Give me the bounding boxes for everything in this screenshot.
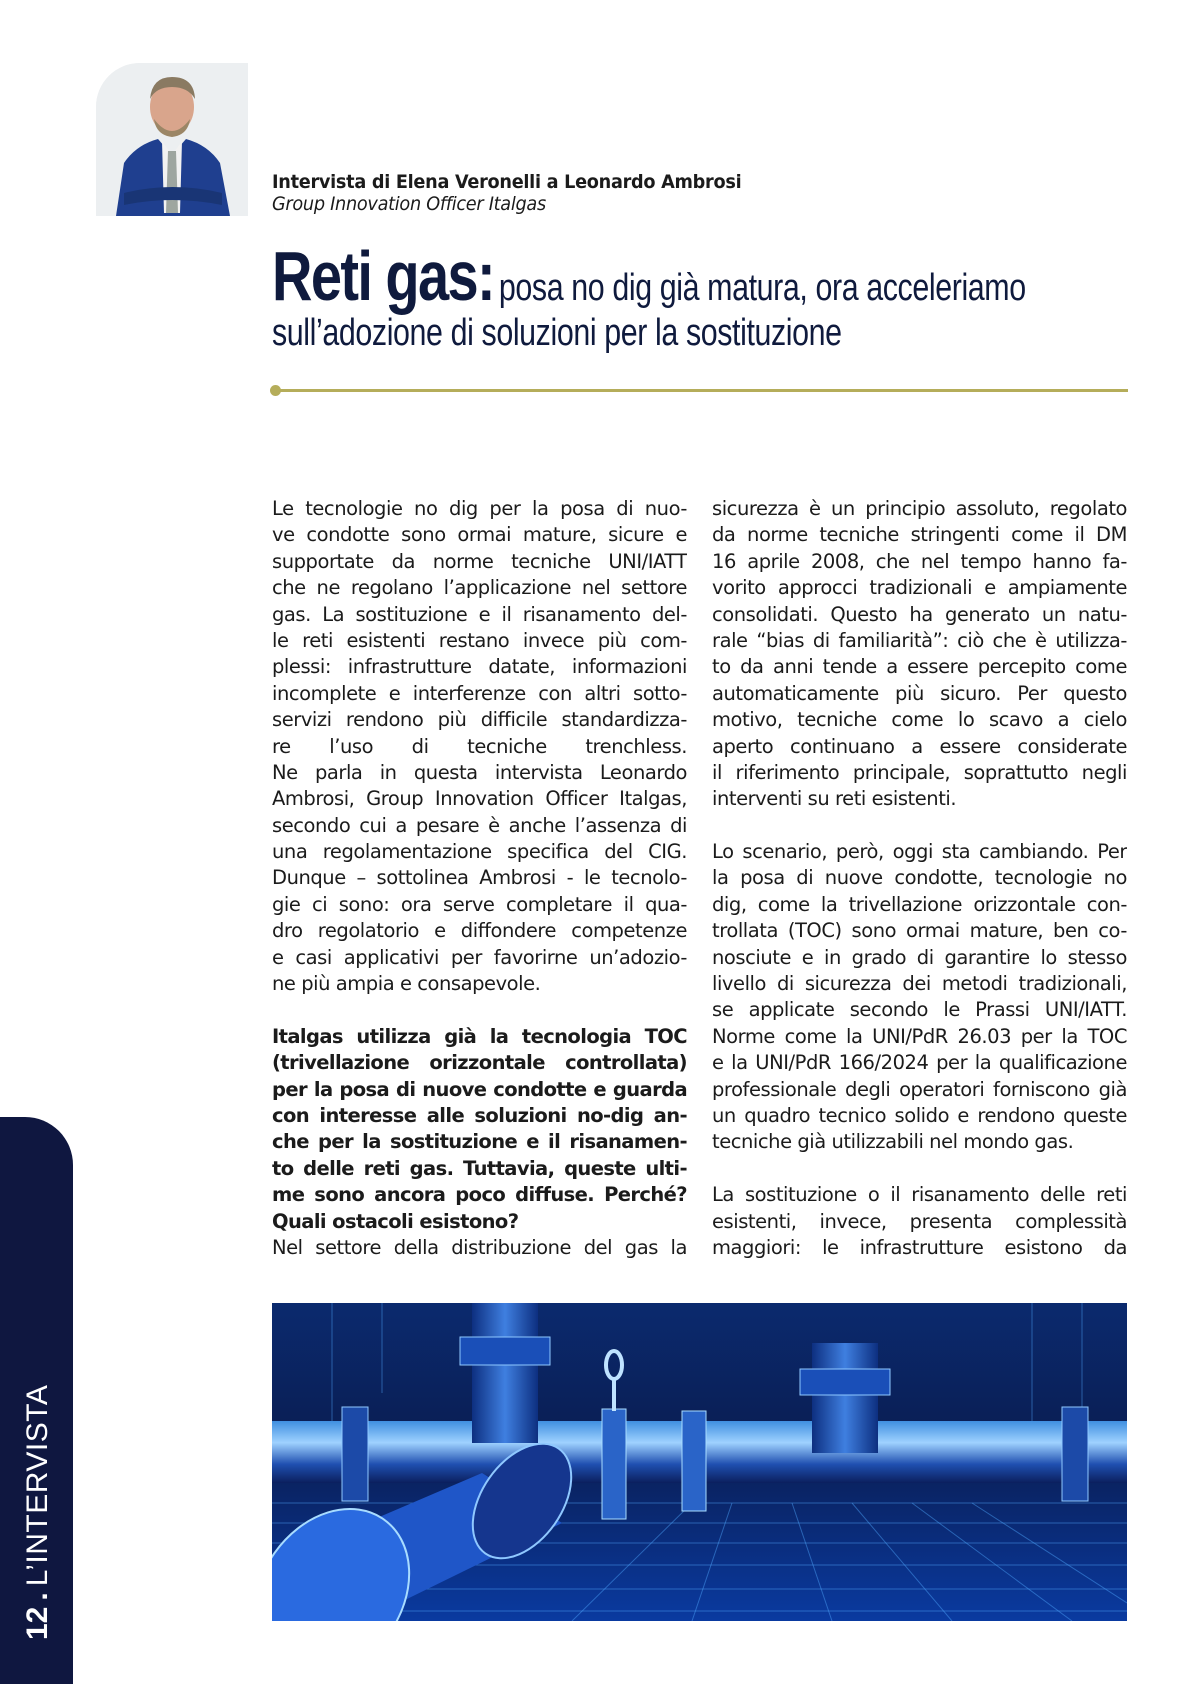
text-line: automaticamente più sicuro. Per questo — [712, 681, 1127, 705]
text-line: Dunque – sottolinea Ambrosi - le tecnolo- — [272, 866, 687, 890]
text-line: re l’uso di tecniche trenchless. — [272, 734, 687, 758]
divider-dot-icon — [270, 385, 281, 396]
text-line: le reti esistenti restano invece più com- — [272, 628, 687, 652]
text-line: il riferimento principale, soprattutto negli — [712, 760, 1127, 784]
text-line: dro regolatorio e diffondere competenze — [272, 919, 687, 943]
text-line: da norme tecniche stringenti come il DM — [712, 523, 1127, 547]
text-line: con interesse alle soluzioni no-dig an- — [272, 1103, 687, 1127]
text-line: livello di sicurezza dei metodi tradizionali, — [712, 972, 1127, 996]
text-line: Italgas utilizza già la tecnologia TOC — [272, 1024, 687, 1048]
text-line: to da anni tende a essere percepito come — [712, 655, 1127, 679]
paragraph-safety — [712, 496, 1127, 813]
byline — [272, 171, 972, 215]
text-line: e casi applicativi per favorirne un’adozio- — [272, 945, 687, 969]
text-line: tecniche già utilizzabili nel mondo gas. — [712, 1130, 1074, 1154]
text-line: Ne parla in questa intervista Leonardo — [272, 760, 687, 784]
article-title — [272, 236, 1172, 355]
title-bold: Reti gas: — [272, 237, 495, 315]
text-line: un quadro tecnico solido e rendono queste — [712, 1103, 1127, 1127]
title-line-1-rest: posa no dig già matura, ora acceleriamo — [498, 267, 1026, 309]
title-line-2: sull’adozione di soluzioni per la sostituzione — [272, 312, 842, 354]
text-line: che per la sostituzione e il risanamen- — [272, 1130, 687, 1154]
text-line: ne più ampia e consapevole. — [272, 972, 541, 996]
text-line: professionale degli operatori forniscono già — [712, 1077, 1127, 1101]
section-name: L’INTERVISTA — [21, 1384, 54, 1587]
text-line: nosciute e in grado di garantire lo stesso — [712, 945, 1127, 969]
text-line: interventi su reti esistenti. — [712, 787, 957, 811]
text-line: se applicate secondo le Prassi UNI/IATT. — [712, 998, 1127, 1022]
text-column-2 — [712, 496, 1127, 1261]
text-line: rale “bias di familiarità”: ciò che è utilizza- — [712, 628, 1127, 652]
text-line: sicurezza è un principio assoluto, regolato — [712, 497, 1127, 520]
text-line: me sono ancora poco diffuse. Perché? — [272, 1183, 687, 1207]
text-line: plessi: infrastrutture datate, informazioni — [272, 655, 687, 679]
page-number: 12 — [21, 1606, 54, 1640]
title-line-1 — [272, 236, 1026, 315]
text-line: per la posa di nuove condotte e guarda — [272, 1077, 687, 1101]
text-line: Norme come la UNI/PdR 26.03 per la TOC — [712, 1024, 1127, 1048]
portrait-illustration — [96, 63, 248, 216]
paragraph-replacement — [712, 1182, 1127, 1261]
text-line: Lo scenario, però, oggi sta cambiando. Per — [712, 840, 1127, 864]
text-line: 16 aprile 2008, che nel tempo hanno fa- — [712, 549, 1127, 573]
text-line: vorito approcci tradizionali e ampiamente — [712, 576, 1127, 600]
text-line: La sostituzione o il risanamento delle reti — [712, 1183, 1127, 1207]
paragraph-scenario — [712, 839, 1127, 1156]
text-line: (trivellazione orizzontale controllata) — [272, 1051, 687, 1075]
text-line: incomplete e interferenze con altri sotto- — [272, 681, 687, 705]
text-line: esistenti, invece, presenta complessità — [712, 1209, 1127, 1233]
text-column-1 — [272, 496, 687, 1261]
text-line: gas. La sostituzione e il risanamento del- — [272, 602, 687, 626]
text-line: trollata (TOC) sono ormai mature, ben co- — [712, 919, 1127, 943]
text-line: Nel settore della distribuzione del gas la — [272, 1235, 687, 1259]
text-line: la posa di nuove condotte, tecnologie no — [712, 866, 1127, 890]
text-line: che ne regolano l’applicazione nel settore — [272, 576, 687, 600]
text-line: ve condotte sono ormai mature, sicure e — [272, 523, 687, 547]
pipeline-illustration — [272, 1303, 1127, 1621]
pipeline-photo — [272, 1303, 1127, 1621]
text-line: gie ci sono: ora serve completare il qua- — [272, 892, 687, 916]
text-line: Quali ostacoli esistono? — [272, 1209, 519, 1233]
byline-author: Intervista di Elena Veronelli a Leonardo Ambrosi — [272, 171, 742, 193]
text-line: supportate da norme tecniche UNI/IATT — [272, 549, 687, 573]
answer-start — [272, 1235, 687, 1261]
text-line: dig, come la trivellazione orizzontale con- — [712, 892, 1127, 916]
byline-role: Group Innovation Officer Italgas — [272, 193, 546, 215]
text-line: maggiori: le infrastrutture esistono da — [712, 1235, 1127, 1259]
text-line: motivo, tecniche come lo scavo a cielo — [712, 708, 1127, 732]
section-label — [20, 1385, 56, 1640]
title-divider — [272, 389, 1128, 392]
text-line: una regolamentazione specifica del CIG. — [272, 840, 687, 864]
interview-question — [272, 1024, 687, 1235]
interviewee-portrait — [96, 63, 248, 216]
text-line: servizi rendono più difficile standardizza- — [272, 708, 687, 732]
text-line: to delle reti gas. Tuttavia, queste ulti- — [272, 1156, 687, 1180]
intro-paragraph — [272, 496, 687, 997]
text-line: Ambrosi, Group Innovation Officer Italgas, — [272, 787, 687, 811]
text-line: Le tecnologie no dig per la posa di nuo- — [272, 497, 687, 520]
text-line: secondo cui a pesare è anche l’assenza di — [272, 813, 687, 837]
text-line: e la UNI/PdR 166/2024 per la qualificazione — [712, 1051, 1127, 1075]
section-separator: . — [21, 1592, 54, 1601]
text-line: aperto continuano a essere considerate — [712, 734, 1127, 758]
text-line: consolidati. Questo ha generato un natu- — [712, 602, 1127, 626]
